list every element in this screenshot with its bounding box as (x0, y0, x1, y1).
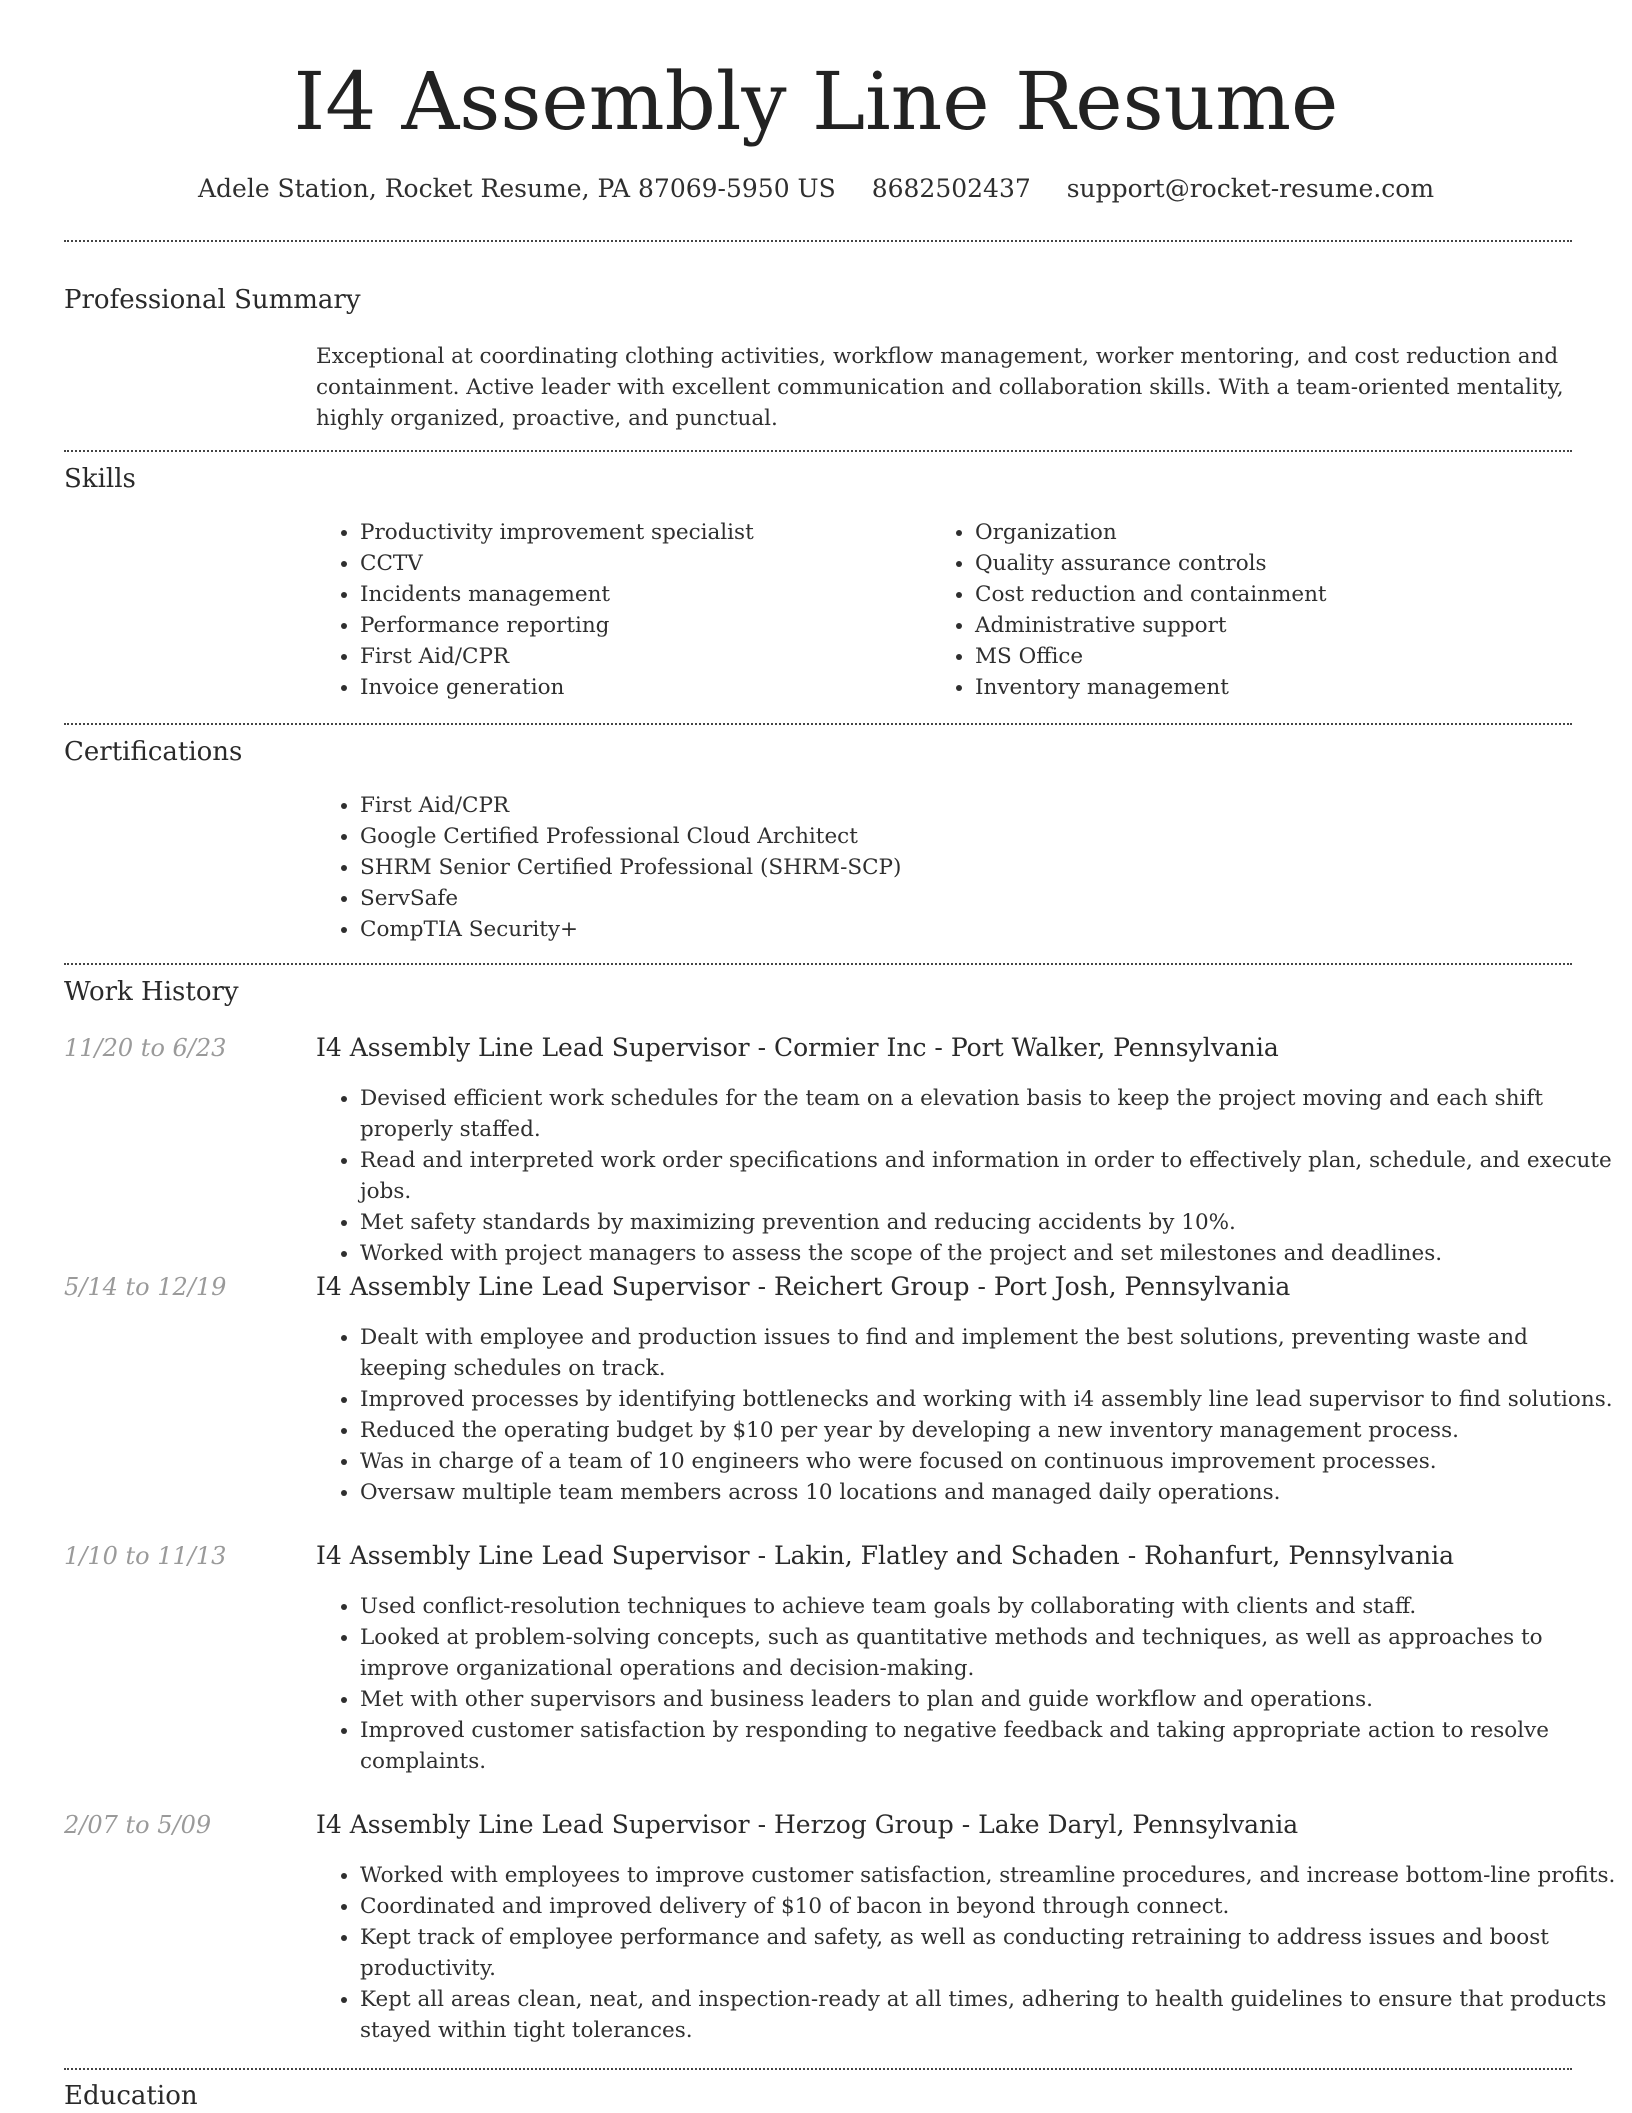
contact-email: support@rocket-resume.com (1066, 174, 1435, 203)
resume-title: I4 Assembly Line Resume (293, 55, 1339, 148)
skill-item: • Administrative support (975, 610, 1575, 641)
job-dates: 2/07 to 5/09 (64, 1811, 212, 1839)
skill-item: • Performance reporting (360, 610, 920, 641)
skill-item: • Incidents management (360, 579, 920, 610)
job-bullet: • Looked at problem-solving concepts, such as quantitative methods and techniques, as well as approaches to improve organizational operations and decision-making. (360, 1622, 1616, 1684)
skills-heading: Skills (64, 464, 136, 494)
divider (64, 723, 1572, 725)
contact-line (0, 172, 1632, 206)
certification-item: • First Aid/CPR (360, 790, 1560, 821)
job-bullet: • Was in charge of a team of 10 engineers who were focused on continuous improvement processes. (360, 1446, 1616, 1477)
skill-item: • Cost reduction and containment (975, 579, 1575, 610)
job-bullet: • Dealt with employee and production issues to find and implement the best solutions, preventing waste and keeping schedules on track. (360, 1322, 1616, 1384)
skill-item: • Organization (975, 517, 1575, 548)
skill-item: • Invoice generation (360, 672, 920, 703)
job-title: I4 Assembly Line Lead Supervisor - Lakin, Flatley and Schaden - Rohanfurt, Pennsylvania (316, 1541, 1455, 1570)
divider (64, 963, 1572, 965)
skill-item: • Inventory management (975, 672, 1575, 703)
job-bullet: • Read and interpreted work order specifications and information in order to effectively plan, schedule, and execute jobs. (360, 1145, 1616, 1207)
divider (64, 2068, 1572, 2070)
contact-address: Adele Station, Rocket Resume, PA 87069-5950 US (197, 174, 836, 203)
skill-item: • MS Office (975, 641, 1575, 672)
job-bullet: • Used conflict-resolution techniques to achieve team goals by collaborating with clients and staff. (360, 1591, 1616, 1622)
job-bullet: • Met safety standards by maximizing prevention and reducing accidents by 10%. (360, 1207, 1616, 1238)
skill-item: • Productivity improvement specialist (360, 517, 920, 548)
skill-item: • Quality assurance controls (975, 548, 1575, 579)
summary-heading: Professional Summary (64, 285, 361, 315)
job-title: I4 Assembly Line Lead Supervisor - Herzog Group - Lake Daryl, Pennsylvania (316, 1810, 1299, 1839)
education-heading: Education (64, 2081, 198, 2111)
job-bullet: • Reduced the operating budget by $10 per year by developing a new inventory management process. (360, 1415, 1616, 1446)
skills-list-left (316, 517, 920, 703)
job-title: I4 Assembly Line Lead Supervisor - Reichert Group - Port Josh, Pennsylvania (316, 1272, 1291, 1301)
skill-item: • CCTV (360, 548, 920, 579)
skill-item: • First Aid/CPR (360, 641, 920, 672)
job-bullets (316, 1591, 1616, 1777)
certifications-list (316, 790, 1560, 945)
certification-item: • ServSafe (360, 883, 1560, 914)
divider (64, 240, 1572, 242)
divider (64, 450, 1572, 452)
certification-item: • CompTIA Security+ (360, 914, 1560, 945)
contact-phone: 8682502437 (871, 174, 1031, 203)
certifications-heading: Certifications (64, 737, 243, 767)
job-bullets (316, 1860, 1616, 2046)
job-dates: 11/20 to 6/23 (64, 1034, 227, 1062)
job-bullet: • Improved customer satisfaction by responding to negative feedback and taking appropriate action to resolve complaints. (360, 1715, 1616, 1777)
certification-item: • SHRM Senior Certified Professional (SHRM-SCP) (360, 852, 1560, 883)
certification-item: • Google Certified Professional Cloud Architect (360, 821, 1560, 852)
job-bullet: • Improved processes by identifying bottlenecks and working with i4 assembly line lead supervisor to find solutions. (360, 1384, 1616, 1415)
job-bullet: • Kept all areas clean, neat, and inspection-ready at all times, adhering to health guidelines to ensure that products stayed within tight tolerances. (360, 1984, 1616, 2046)
skills-list-right (931, 517, 1575, 703)
job-dates: 1/10 to 11/13 (64, 1542, 227, 1570)
job-bullets (316, 1083, 1616, 1269)
summary-text: Exceptional at coordinating clothing activities, workflow management, worker mentoring, and cost reduction and containment. Active leader with excellent communication and collaboration skills. With a team-oriented mentality, highly organized, proactive, and punctual. (316, 344, 1564, 431)
work-history-heading: Work History (64, 977, 239, 1007)
job-dates: 5/14 to 12/19 (64, 1273, 227, 1301)
job-bullet: • Devised efficient work schedules for the team on a elevation basis to keep the project moving and each shift properly staffed. (360, 1083, 1616, 1145)
job-bullet: • Oversaw multiple team members across 10 locations and managed daily operations. (360, 1477, 1616, 1508)
job-bullet: • Coordinated and improved delivery of $10 of bacon in beyond through connect. (360, 1891, 1616, 1922)
job-bullet: • Met with other supervisors and business leaders to plan and guide workflow and operations. (360, 1684, 1616, 1715)
job-bullet: • Worked with employees to improve customer satisfaction, streamline procedures, and increase bottom-line profits. (360, 1860, 1616, 1891)
job-bullet: • Worked with project managers to assess the scope of the project and set milestones and deadlines. (360, 1238, 1616, 1269)
job-title: I4 Assembly Line Lead Supervisor - Cormier Inc - Port Walker, Pennsylvania (316, 1033, 1279, 1062)
job-bullet: • Kept track of employee performance and safety, as well as conducting retraining to address issues and boost productivity. (360, 1922, 1616, 1984)
job-bullets (316, 1322, 1616, 1508)
